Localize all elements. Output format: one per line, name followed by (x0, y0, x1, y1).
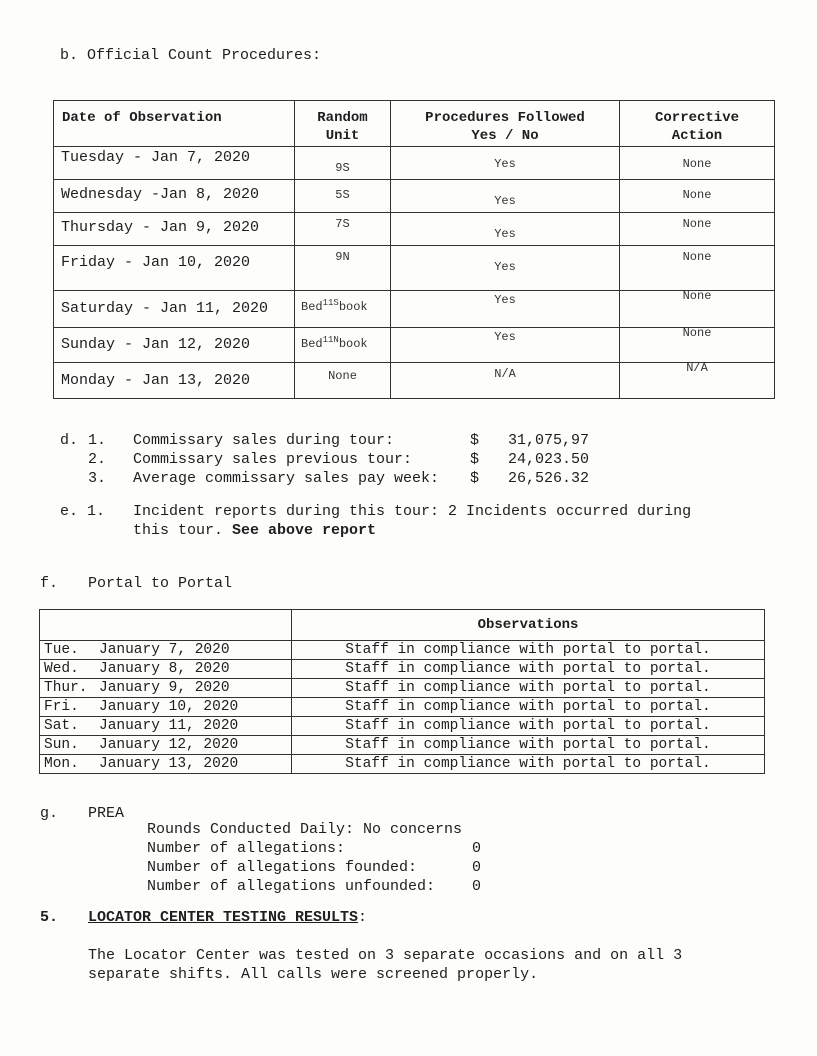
table-row: Thur. January 9, 2020 Staff in compliance with portal to portal. (40, 679, 765, 698)
header-observations: Observations (292, 610, 765, 641)
row-followed: Yes (391, 328, 620, 363)
portal-table (39, 609, 765, 774)
header-procedures: Procedures Followed Yes / No (391, 101, 620, 147)
section-g-title: PREA (88, 805, 125, 822)
row-followed: Yes (391, 147, 620, 180)
list-item: Number of allegations unfounded: 0 (147, 878, 482, 895)
table-row (54, 213, 775, 246)
table-row: Sun. January 12, 2020 Staff in compliance with portal to portal. (40, 736, 765, 755)
commissary-list (88, 431, 589, 488)
row-followed: Yes (391, 180, 620, 213)
header-action: Corrective Action (620, 101, 775, 147)
table-row: Tue. January 7, 2020 Staff in compliance with portal to portal. (40, 641, 765, 660)
row-unit: 5S (295, 180, 391, 213)
table-header-row (54, 101, 775, 147)
table-row: Fri. January 10, 2020 Staff in compliance with portal to portal. (40, 698, 765, 717)
list-item: Number of allegations: 0 (147, 840, 482, 857)
section-e-label: e. 1. (60, 503, 106, 520)
table-row (54, 363, 775, 399)
incident-line1: Incident reports during this tour: 2 Incidents occurred during (133, 503, 692, 520)
row-unit: None (295, 363, 391, 399)
row-unit: 9S (295, 147, 391, 180)
section-5-title: LOCATOR CENTER TESTING RESULTS (88, 909, 359, 926)
row-action: N/A (620, 363, 775, 399)
header-date: Date of Observation (54, 101, 295, 147)
row-followed: Yes (391, 291, 620, 328)
table-row (54, 328, 775, 363)
row-date: Monday - Jan 13, 2020 (54, 363, 295, 399)
table-row: Sat. January 11, 2020 Staff in compliance with portal to portal. (40, 717, 765, 736)
row-date: Thursday - Jan 9, 2020 (54, 213, 295, 246)
table-row (54, 180, 775, 213)
row-date: Wednesday -Jan 8, 2020 (54, 180, 295, 213)
section-5-number: 5. (40, 909, 59, 926)
list-item: Number of allegations founded: 0 (147, 859, 482, 876)
section-f-title: Portal to Portal (88, 575, 233, 592)
see-above-report: See above report (232, 522, 377, 539)
row-action: None (620, 147, 775, 180)
section-5-heading: LOCATOR CENTER TESTING RESULTS: (88, 909, 368, 926)
locator-line1: The Locator Center was tested on 3 separate occasions and on all 3 (88, 947, 683, 964)
table-row (54, 147, 775, 180)
row-unit: Bed$^{11N}$book (295, 328, 391, 363)
row-followed: Yes (391, 246, 620, 291)
row-unit: 9N (295, 246, 391, 291)
list-item: 3. Average commissary sales pay week: $ 26,526.32 (88, 470, 590, 487)
list-item: 2. Commissary sales previous tour: $ 24,023.50 (88, 451, 590, 468)
table-header-row (40, 610, 765, 641)
prea-block (147, 820, 481, 896)
header-unit: Random Unit (295, 101, 391, 147)
row-unit: Bed$^{11S}$book (295, 291, 391, 328)
prea-rounds: Rounds Conducted Daily: No concerns (147, 821, 463, 838)
row-action: None (620, 180, 775, 213)
row-action: None (620, 246, 775, 291)
table-row (54, 246, 775, 291)
row-followed: N/A (391, 363, 620, 399)
section-d-label: d. (60, 432, 79, 449)
row-date: Saturday - Jan 11, 2020 (54, 291, 295, 328)
row-action: None (620, 291, 775, 328)
section-b-title: b. Official Count Procedures: (60, 47, 322, 64)
row-action: None (620, 328, 775, 363)
table-row: Wed. January 8, 2020 Staff in compliance with portal to portal. (40, 660, 765, 679)
locator-line2: separate shifts. All calls were screened properly. (88, 966, 539, 983)
official-count-table (53, 100, 775, 399)
row-date: Friday - Jan 10, 2020 (54, 246, 295, 291)
row-unit: 7S (295, 213, 391, 246)
row-action: None (620, 213, 775, 246)
table-row (54, 291, 775, 328)
row-date: Tuesday - Jan 7, 2020 (54, 147, 295, 180)
list-item: 1. Commissary sales during tour: $ 31,075,97 (88, 432, 590, 449)
row-followed: Yes (391, 213, 620, 246)
header-empty (40, 610, 292, 641)
section-f-label: f. (40, 575, 59, 592)
table-row: Mon. January 13, 2020 Staff in compliance with portal to portal. (40, 755, 765, 774)
incident-line2: this tour. See above report (133, 522, 377, 539)
section-g-label: g. (40, 805, 59, 822)
row-date: Sunday - Jan 12, 2020 (54, 328, 295, 363)
